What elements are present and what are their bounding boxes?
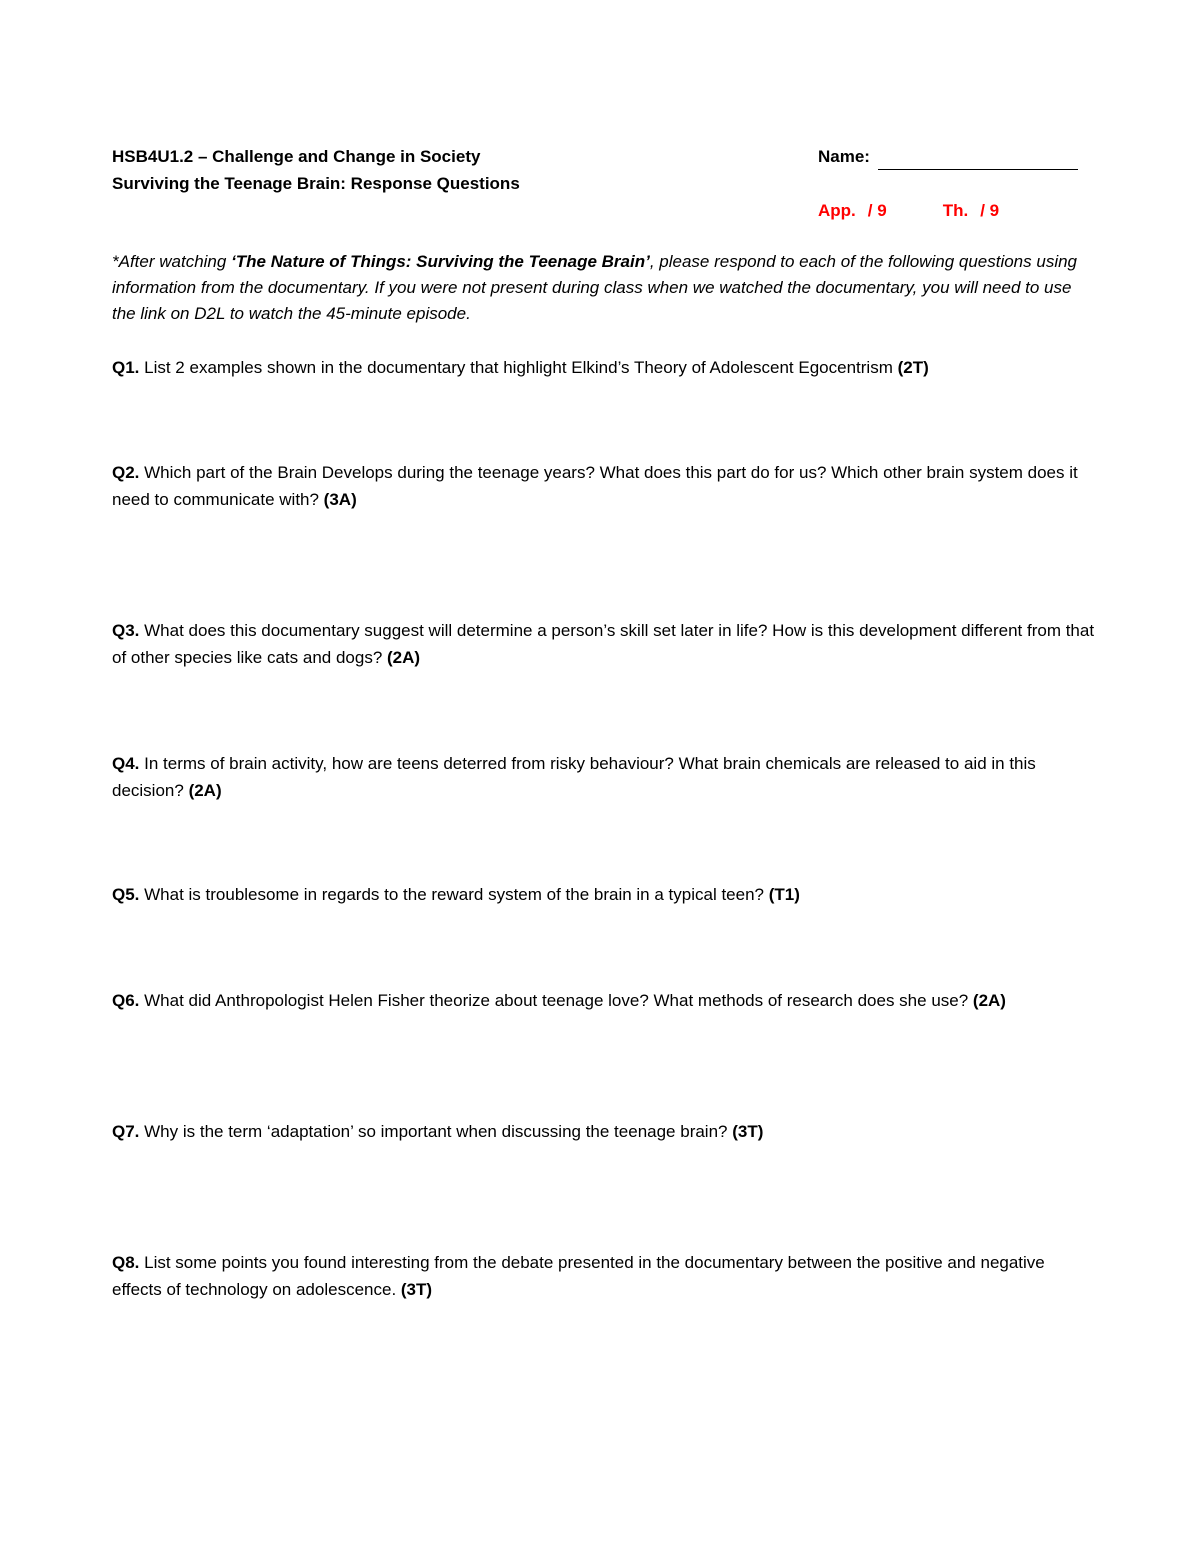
instructions-text-start: *After watching: [112, 252, 232, 271]
question-text: Which part of the Brain Develops during the teenage years? What does this part do for us? Which other brain system does it need to communicate with?: [112, 463, 1078, 509]
question-text: List some points you found interesting from the debate presented in the documentary between the positive and negative effects of technology on adolescence.: [112, 1253, 1045, 1299]
question-text: What does this documentary suggest will determine a person’s skill set later in life? How is this development different from that of other species like cats and dogs?: [112, 621, 1095, 667]
question-7: [112, 1118, 1097, 1145]
question-4: [112, 750, 1097, 804]
question-3: [112, 617, 1097, 671]
question-text: Why is the term ‘adaptation’ so important when discussing the teenage brain?: [139, 1122, 733, 1141]
question-points: (3T): [400, 1280, 433, 1299]
question-points: (3T): [732, 1122, 764, 1141]
worksheet-subtitle: Surviving the Teenage Brain: Response Questions: [112, 174, 520, 193]
question-number: Q8.: [112, 1253, 140, 1272]
question-number: Q6.: [112, 991, 140, 1010]
marks-row: [818, 197, 1088, 224]
question-text: What did Anthropologist Helen Fisher theorize about teenage love? What methods of research does she use?: [139, 991, 973, 1010]
th-label: Th.: [942, 201, 969, 220]
question-6: [112, 987, 1097, 1014]
header-left: [112, 143, 520, 197]
app-label: App.: [818, 201, 856, 220]
course-title: HSB4U1.2 – Challenge and Change in Society: [112, 147, 481, 166]
documentary-title: ‘The Nature of Things: Surviving the Teenage Brain’: [231, 252, 650, 271]
question-5: [112, 881, 1097, 908]
question-number: Q2.: [112, 463, 140, 482]
question-number: Q7.: [112, 1122, 140, 1141]
question-points: (T1): [768, 885, 800, 904]
name-label: Name:: [818, 147, 870, 166]
question-points: (3A): [323, 490, 357, 509]
header-right: [818, 143, 1088, 224]
question-number: Q4.: [112, 754, 140, 773]
instructions-text-end: , please respond to each of the following questions using information from the documentary. If you were not present during class when we watched the documentary, you will need to use the link on D2L to watch the 45-minute episode.: [112, 252, 1078, 323]
question-2: [112, 459, 1097, 513]
question-number: Q3.: [112, 621, 140, 640]
instructions: [112, 249, 1092, 327]
question-text: List 2 examples shown in the documentary that highlight Elkind’s Theory of Adolescent Egocentrism: [139, 358, 898, 377]
question-points: (2A): [387, 648, 421, 667]
question-points: (2A): [188, 781, 222, 800]
question-points: (2T): [897, 358, 929, 377]
question-text: In terms of brain activity, how are teens deterred from risky behaviour? What brain chemicals are released to aid in this decision?: [112, 754, 1036, 800]
question-text: What is troublesome in regards to the reward system of the brain in a typical teen?: [139, 885, 769, 904]
name-blank-line[interactable]: [878, 151, 1078, 170]
question-1: [112, 354, 1097, 381]
name-row: [818, 143, 1088, 170]
app-total: / 9: [867, 201, 887, 220]
question-number: Q5.: [112, 885, 140, 904]
question-number: Q1.: [112, 358, 140, 377]
question-8: [112, 1249, 1097, 1303]
question-points: (2A): [972, 991, 1006, 1010]
th-total: / 9: [980, 201, 1000, 220]
